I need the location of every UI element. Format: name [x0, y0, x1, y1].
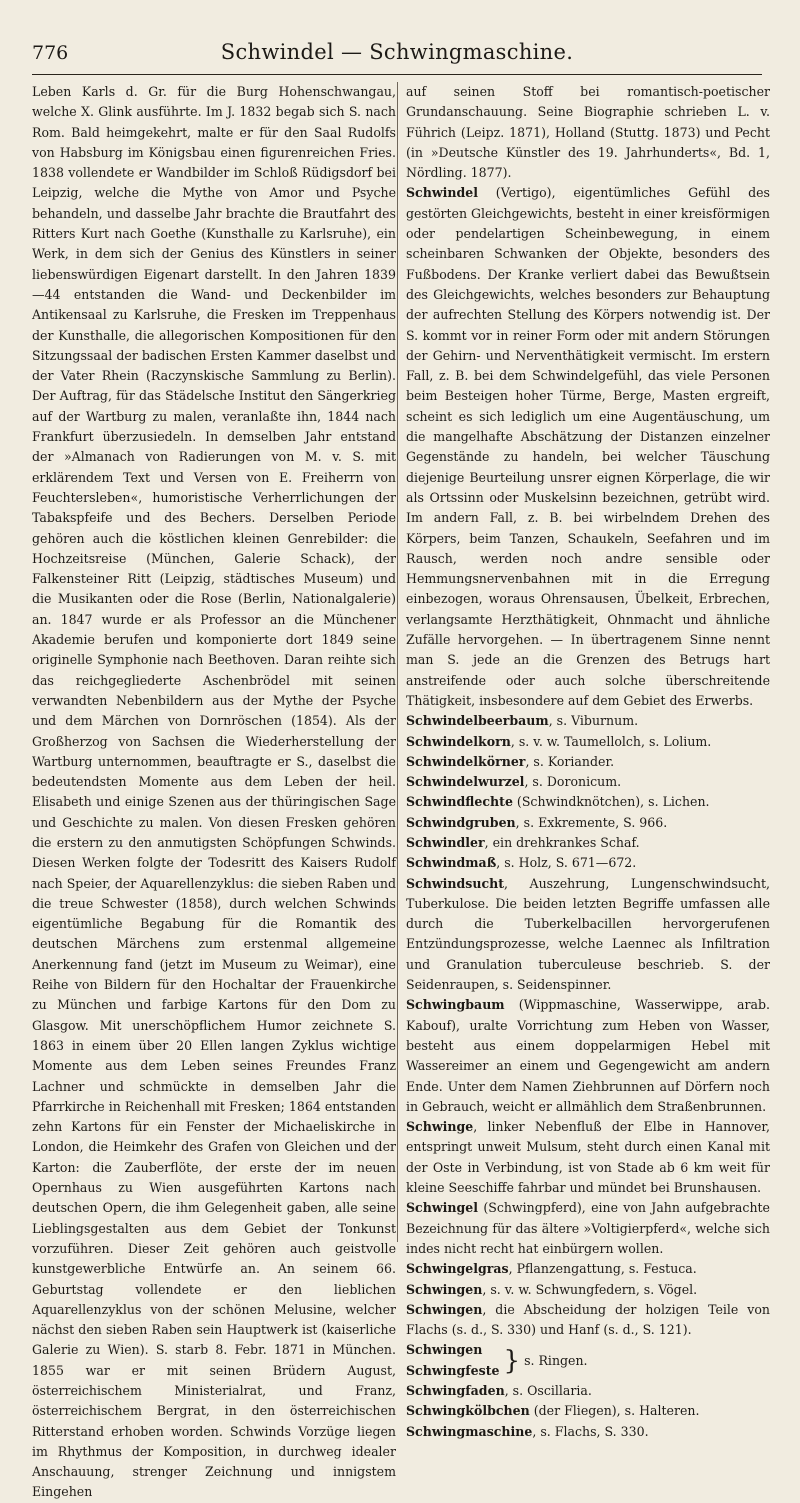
entry-body: (Schwindknötchen), s. Lichen.	[512, 794, 710, 810]
entry-headword: Schwingen	[406, 1301, 483, 1317]
entry-headword: Schwindler	[406, 834, 485, 850]
entry-headword: Schwingelgras	[406, 1261, 509, 1277]
column-divider	[397, 82, 398, 1242]
entry	[406, 1117, 770, 1198]
entry-headword: Schwindelkörner	[406, 753, 526, 769]
entry-body: , s. Oscillaria.	[504, 1383, 592, 1398]
entry-headword: Schwingen	[406, 1342, 483, 1358]
entry-headword: Schwingel	[406, 1200, 479, 1216]
entry	[406, 1280, 770, 1300]
entry-headword: Schwindelkorn	[406, 733, 511, 749]
entry	[406, 1259, 770, 1279]
entry-headword: Schwingen	[406, 1281, 483, 1297]
entry-body: , s. Exkremente, S. 966.	[515, 814, 668, 830]
entry-body: , s. Viburnum.	[548, 713, 639, 729]
entry-body: , Pflanzengattung, s. Festuca.	[508, 1261, 697, 1277]
entry-headword: Schwindmaß	[406, 855, 497, 871]
entry	[406, 1198, 770, 1259]
entry-body: , s. Koriander.	[525, 753, 615, 769]
entry-headword: Schwingkölbchen	[406, 1403, 530, 1419]
entry-body: , linker Nebenfluß der Elbe in Hannover, entspringt unweit Mulsum, steht durch einen Kanal mit der Oste in Verbindung, ist von Stade ab 6 km weit für kleine Seeschiffe fahrbar und mündet bei Brunshausen.	[406, 1119, 770, 1196]
entry-headword: Schwindelbeerbaum	[406, 713, 549, 729]
entry-headword: Schwindelwurzel	[406, 774, 525, 790]
entry	[406, 792, 770, 812]
entry	[406, 853, 770, 873]
entry	[406, 995, 770, 1117]
page-number: 776	[32, 42, 69, 64]
entry-body: , Auszehrung, Lungenschwindsucht, Tuberkulose. Die beiden letzten Begriffe umfassen alle durch die Tuberkelbacillen hervorgerufenen Entzündungsprozesse, welche Laennec als Infiltration und Granulation tuberculeuse beschrieb. S. der Seidenraupen, s. Seidenspinner.	[406, 875, 770, 993]
entry-body: (der Fliegen), s. Halteren.	[529, 1403, 700, 1419]
entry-headword: Schwindflechte	[406, 794, 513, 810]
entry-body: , die Abscheidung der holzigen Teile von Flachs (s. d., S. 330) und Hanf (s. d., S. 121).	[406, 1301, 770, 1338]
entry	[406, 1300, 770, 1341]
entry-headword: Schwindsucht	[406, 875, 505, 891]
entry-body: , s. Doronicum.	[524, 774, 622, 790]
left-column-text: Leben Karls d. Gr. für die Burg Hohenschwangau, welche X. Glink ausführte. Im J. 1832 begab sich S. nach Rom. Bald heimgekehrt, malte er für den Saal Rudolfs von Habsburg im Königsbau einen figurenreichen Fries. 1838 vollendete er Wandbilder im Schloß Rüdigsdorf bei Leipzig, welche die Mythe von Amor und Psyche behandeln, und dasselbe Jahr brachte die Brautfahrt des Ritters Kurt nach Goethe (Kunsthalle zu Karlsruhe), ein Werk, in dem sich der Genius des Künstlers in seiner liebenswürdigen Eigenart darstellt. In den Jahren 1839—44 entstanden die Wand- und Deckenbilder im Antikensaal zu Karlsruhe, die Fresken im Treppenhaus der Kunsthalle, die allegorischen Kompositionen für den Sitzungssaal der badischen Ersten Kammer daselbst und der Vater Rhein (Raczynskische Sammlung zu Berlin). Der Auftrag, für das Städelsche Institut den Sängerkrieg auf der Wartburg zu malen, veranlaßte ihn, 1844 nach Frankfurt überzusiedeln. In demselben Jahr entstand der »Almanach von Radierungen von M. v. S. mit erklärendem Text und Versen von E. Freiherrn von Feuchtersleben«, humoristische Verherrlichungen der Tabakspfeife und des Bechers. Derselben Periode gehören auch die köstlichen kleinen Genrebilder: die Hochzeitsreise (München, Galerie Schack), der Falkensteiner Ritt (Leipzig, städtisches Museum) und die Musikanten oder die Rose (Berlin, Nationalgalerie) an. 1847 wurde er als Professor an die Münchener Akademie berufen und komponierte dort 1849 seine originelle Symphonie nach Beethoven. Daran reihte sich das reichgegliederte Aschenbrödel mit seinen verwandten Nebenbildern aus der Mythe der Psyche und dem Märchen von Dornröschen (1854). Als der Großherzog von Sachsen die Wiederherstellung der Wartburg unternommen, beauftragte er S., daselbst die bedeutendsten Momente aus dem Leben der heil. Elisabeth und einige Szenen aus der thüringischen Sage und Geschichte zu malen. Von diesen Fresken gehören die erstern zu den anmutigsten Schöpfungen Schwinds. Diesen Werken folgte der Todesritt des Kaisers Rudolf nach Speier, der Aquarellenzyklus: die sieben Raben und die treue Schwester (1858), durch welchen Schwinds eigentümliche Begabung für die Romantik des deutschen Märchens zum erstenmal allgemeine Anerkennung fand (jetzt im Museum zu Weimar), eine Reihe von Bildern für den Hochaltar der Frauenkirche zu München und farbige Kartons für den Dom zu Glasgow. Mit unerschöpflichem Humor zeichnete S. 1863 in einem über 20 Ellen langen Zyklus wichtige Momente aus dem Leben seines Freundes Franz Lachner und schmückte in demselben Jahr die Pfarrkirche in Reichenhall mit Fresken; 1864 entstanden zehn Kartons für ein Fenster der Michaeliskirche in London, die Heimkehr des Grafen von Gleichen und der Karton: die Zauberflöte, der erste der im neuen Opernhaus zu Wien ausgeführten Kartons nach deutschen Opern, die ihm Gelegenheit gaben, alle seine Lieblingsgestalten aus dem Gebiet der Tonkunst vorzuführen. Dieser Zeit gehören auch geistvolle kunstgewerbliche Entwürfe an. An seinem 66. Geburtstag vollendete er den lieblichen Aquarellenzyklus von der schönen Melusine, welcher nächst den sieben Raben sein Hauptwerk ist (kaiserliche Galerie zu Wien). S. starb 8. Febr. 1871 in München. 1855 war er mit seinen Brüdern August, österreichischem Ministerialrat, und Franz, österreichischem Bergrat, in den österreichischen Ritterstand erhoben worden. Schwinds Vorzüge liegen im Rhythmus der Komposition, in durchweg idealer Anschauung, strenger Zeichnung und innigstem Eingehen	[32, 84, 396, 1500]
entry-body: (Vertigo), eigentümliches Gefühl des gestörten Gleichgewichts, besteht in einer kreisförmigen oder pendelartigen Scheinbewegung, in einem scheinbaren Schwanken der Objekte, besonders des Fußbodens. Der Kranke verliert dabei das Bewußtsein des Gleichgewichts, welches besonders zur Behauptung der aufrechten Stellung des Körpers notwendig ist. Der S. kommt vor in reiner Form oder mit andern Störungen der Gehirn- und Nerventhätigkeit vermischt. Im erstern Fall, z. B. bei dem Schwindelgefühl, das viele Personen beim Besteigen hoher Türme, Berge, Masten ergreift, scheint es sich lediglich um eine Augentäuschung, um die mangelhafte Abschätzung der Distanzen einzelner Gegenstände zu handeln, bei welcher Täuschung diejenige Beurteilung unsrer eignen Körperlage, die wir als Ortssinn oder Muskelsinn bezeichnen, getrübt wird. Im andern Fall, z. B. bei wirbelndem Drehen des Körpers, beim Tanzen, Schaukeln, Seefahren und im Rausch, werden noch andre sensible oder Hemmungsnervenbahnen mit in die Erregung einbezogen, woraus Ohrensausen, Übelkeit, Erbrechen, verlangsamte Herzthätigkeit, Ohnmacht und ähnliche Zufälle hervorgehen. — In übertragenem Sinne nennt man S. jede an die Grenzen des Betrugs hart anstreifende oder auch solche überschreitende Thätigkeit, insbesondere auf dem Gebiet des Erwerbs.	[406, 185, 770, 708]
running-title: Schwindel — Schwingmaschine.	[220, 40, 574, 64]
entry	[406, 1401, 770, 1421]
right-column	[406, 82, 770, 1439]
entry	[406, 813, 770, 833]
entry-headword: Schwingmaschine	[406, 1423, 533, 1439]
entry-headword: Schwingbaum	[406, 997, 505, 1013]
entry-body: (Schwingpferd), eine von Jahn aufgebrachte Bezeichnung für das ältere »Voltigierpferd«, welche sich indes nicht recht hat einbürgern wollen.	[406, 1200, 770, 1256]
entry-headword: Schwingfaden	[406, 1383, 505, 1398]
entry-body: , s. v. w. Schwungfedern, s. Vögel.	[482, 1281, 698, 1297]
brace-glyph: }	[503, 1345, 521, 1376]
entry-headword: Schwinge	[406, 1119, 474, 1135]
entry-body: , s. Holz, S. 671—672.	[496, 855, 637, 871]
entry	[406, 1422, 770, 1442]
entry	[406, 874, 770, 996]
entry-headword: Schwindel	[406, 185, 479, 201]
entry	[406, 772, 770, 792]
entry-body: , ein drehkrankes Schaf.	[484, 834, 640, 850]
entry-headword: Schwingfeste	[406, 1362, 500, 1378]
entry	[406, 183, 770, 711]
ring-entry-group	[406, 1340, 770, 1381]
entry-body: s. Ringen.	[524, 1352, 588, 1368]
continuation-text: auf seinen Stoff bei romantisch-poetischer Grundanschauung. Seine Biographie schrieben L. v. Führich (Leipz. 1871), Holland (Stuttg. 1873) und Pecht (in »Deutsche Künstler des 19. Jahrhunderts«, Bd. 1, Nördling. 1877).	[406, 84, 770, 181]
left-column	[32, 82, 396, 1500]
entry	[406, 752, 770, 772]
entry	[406, 711, 770, 731]
entry	[406, 833, 770, 853]
page-header	[32, 40, 762, 75]
ring-headwords	[406, 1340, 500, 1381]
entry-body: , s. v. w. Taumellolch, s. Lolium.	[510, 733, 712, 749]
entry-headword: Schwindgruben	[406, 814, 516, 830]
entry	[406, 732, 770, 752]
entry	[406, 1381, 770, 1401]
entry-body: , s. Flachs, S. 330.	[532, 1423, 649, 1439]
entry-body: (Wippmaschine, Wasserwippe, arab. Kabouf), uralte Vorrichtung zum Heben von Wasser, besteht aus einem doppelarmigen Hebel mit Wassereimer an einem und Gegengewicht am andern Ende. Unter dem Namen Ziehbrunnen auf Dörfern noch in Gebrauch, weicht er allmählich dem Straßenbrunnen.	[406, 997, 770, 1114]
